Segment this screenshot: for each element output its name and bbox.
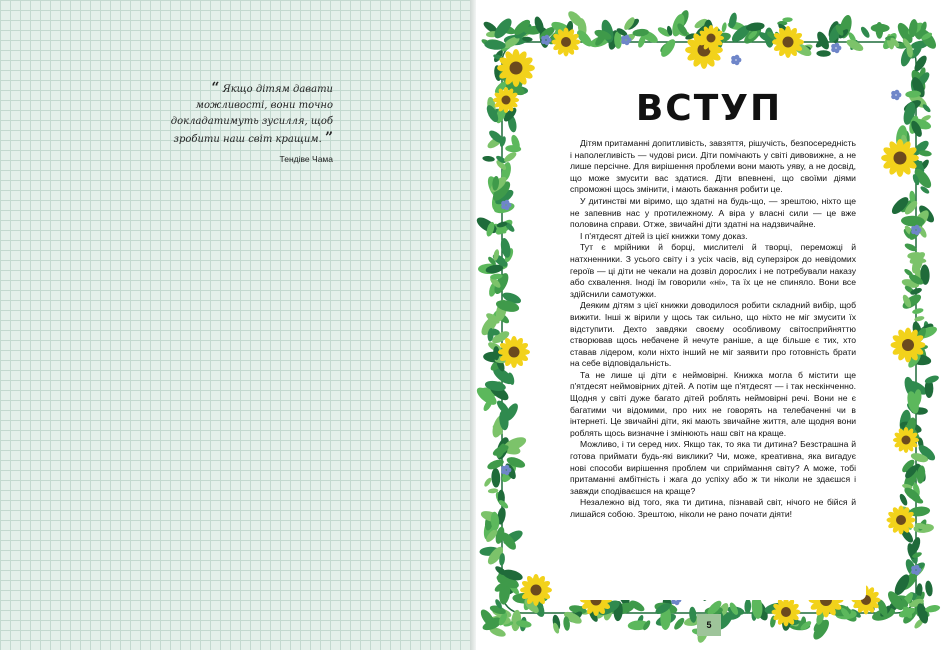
leaf-icon xyxy=(744,599,751,614)
sunflower-center-icon xyxy=(896,515,906,525)
leaf-icon xyxy=(924,580,933,597)
left-page-grid xyxy=(0,0,470,650)
sunflower-center-icon xyxy=(510,62,523,75)
sunflower-center-icon xyxy=(783,37,794,48)
quote-author: Тендіве Чама xyxy=(279,154,333,164)
body-paragraph: Незалежно від того, яка ти дитина, пізнавай світ, нічого не бійся й лишайся собою. Зрештою, ніколи не рано почати діяти! xyxy=(570,497,856,519)
sunflower-center-icon xyxy=(894,152,907,165)
quote-text xyxy=(148,80,333,148)
blue-flower-icon xyxy=(505,465,510,470)
blue-flower-icon xyxy=(835,43,840,48)
sunflower-center-icon xyxy=(781,607,791,617)
body-paragraph: У дитинстві ми віримо, що здатні на будь-що, — зрештою, ніхто ще не запевнив нас у протилежному. А віра у власні сили — це вже половина справи. Отже, звичайні діти здатні на надзвичайне. xyxy=(570,195,856,230)
blue-flower-icon xyxy=(735,55,740,60)
body-paragraph: Тут є мрійники й борці, мислителі й творці, переможці й натхненники. З усього світу і з усіх часів, від суперзірок до невідомих героїв — ці діти не чекали на дозвіл дорослих і не потребували наказу або схвалення. Іноді їм говорили «ні», та їх це не спиняло. Вони все здійснили самотужки. xyxy=(570,242,856,299)
leaf-icon xyxy=(816,50,830,57)
blue-flower-icon xyxy=(505,200,510,205)
leaf-icon xyxy=(859,25,871,39)
epigraph-quote xyxy=(148,80,333,164)
body-paragraph: Дітям притаманні допитливість, завзяття, рішучість, безпосередність і наполегливість — чудові риси. Діти помічають у світі дивовижне, а не лише персічне. Для вирішення проблеми вони мають уяву, а не досвід, що може змусити вас здатися. Діти впевнені, що своїми діями спроможні щось змінити, і мають бажання робити це. xyxy=(570,138,856,195)
sunflower-center-icon xyxy=(509,347,520,358)
blue-flower-icon xyxy=(625,35,630,40)
leaf-icon xyxy=(912,307,924,315)
sunflower-center-icon xyxy=(902,339,914,351)
intro-body-text xyxy=(570,138,856,521)
body-paragraph: Деяким дітям з цієї книжки доводилося робити складний вибір, щоб вижити. Інші ж вірили у щось так сильно, що ніхто не міг змусити їх відступити. Дехто завдяки своєму особливому світосприйняттю створював щось небачене й нечуте раніше, а ще більше є тих, хто ставав лідером, коли ніхто інший не міг заявити про готовність брати на себе відповідальність. xyxy=(570,300,856,369)
body-paragraph: Можливо, і ти серед них. Якщо так, то яка ти дитина? Безстрашна й готова приймати будь-які виклики? Чи, може, креативна, яка вигадує нові способи вирішення проблем чи сприймання світу? А може, тобі притаманні амбітність і жага до успіху або ж ти ніколи не здаєшся і завжди сподіваєшся на краще? xyxy=(570,439,856,496)
leaf-icon xyxy=(483,477,493,488)
leaf-icon xyxy=(482,155,495,162)
body-paragraph: І п'ятдесят дітей із цієї книжки тому доказ. xyxy=(580,230,748,241)
page-title: ВСТУП xyxy=(635,88,783,129)
page-number: 5 xyxy=(697,614,721,636)
quote-body: Якщо дітям давати можливості, вони точно докладатимуть зусилля, щоб зробити наш світ кращим. xyxy=(170,84,333,145)
sunflower-center-icon xyxy=(561,37,571,47)
blue-flower-icon xyxy=(915,225,920,230)
body-paragraph: Та не лише ці діти є неймовірні. Книжка могла б містити ще п'ятдесят неймовірних дітей. А потім ще п'ятдесят — і так нескінченно. Щодня у світі дуже багато дітей роблять неймовірні речі. Вони не є багатими чи відомими, про них не говорять на телебаченні чи в інтернеті. Це звичайні діти, які мають звичайне життя, але щодня вони роблять щось визначне і змінюють наш світ на краще. xyxy=(570,369,856,438)
sunflower-center-icon xyxy=(707,34,716,43)
close-quote-mark: ” xyxy=(324,130,333,146)
right-page xyxy=(476,0,942,650)
blue-flower-icon xyxy=(915,565,920,570)
sunflower-center-icon xyxy=(531,585,542,596)
leaf-icon xyxy=(491,468,500,488)
sunflower-center-icon xyxy=(902,436,911,445)
open-quote-mark: “ xyxy=(211,80,220,96)
blue-flower-icon xyxy=(545,35,550,40)
